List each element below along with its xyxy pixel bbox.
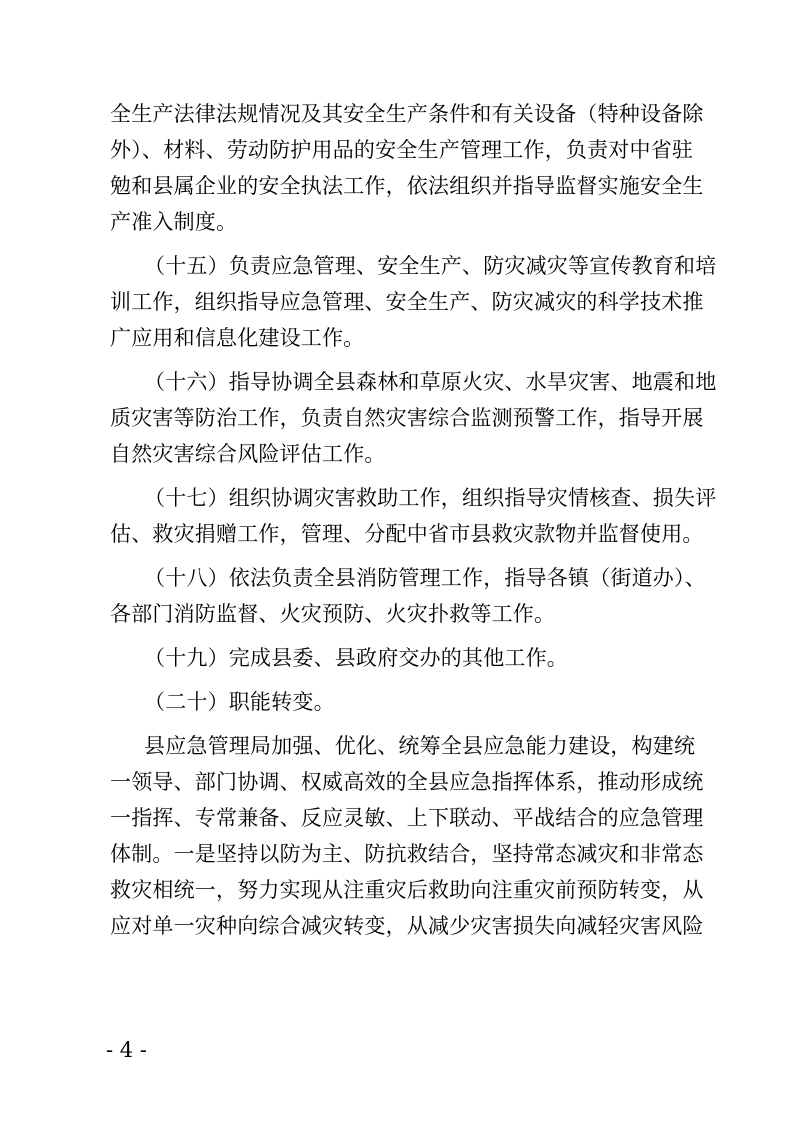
text-line: （十八）依法负责全县消防管理工作，指导各镇（街道办）、 bbox=[144, 566, 706, 590]
page-number: - 4 - bbox=[106, 1038, 147, 1062]
text-line: 自然灾害综合风险评估工作。 bbox=[110, 442, 386, 466]
text-line: 全生产法律法规情况及其安全生产条件和有关设备（特种设备除 bbox=[110, 102, 704, 126]
text-line: （十六）指导协调全县森林和草原火灾、水旱灾害、地震和地 bbox=[144, 370, 717, 394]
paragraph-gap bbox=[110, 720, 690, 728]
text-line: 估、救灾捐赠工作，管理、分配中省市县救灾款物并监督使用。 bbox=[110, 522, 704, 546]
paragraph-gap bbox=[110, 472, 690, 480]
text-line: 训工作，组织指导应急管理、安全生产、防灾减灾的科学技术推 bbox=[110, 290, 704, 314]
text-line: 县应急管理局加强、优化、统筹全县应急能力建设，构建统 bbox=[144, 734, 696, 758]
paragraph bbox=[110, 480, 717, 552]
text-line: （十七）组织协调灾害救助工作，组织指导灾情核查、损失评 bbox=[144, 486, 717, 510]
text-line: 勉和县属企业的安全执法工作，依法组织并指导监督实施安全生 bbox=[110, 174, 704, 198]
text-line: 广应用和信息化建设工作。 bbox=[110, 326, 365, 350]
text-line: 外）、材料、劳动防护用品的安全生产管理工作，负责对中省驻 bbox=[110, 138, 694, 162]
text-line: （十九）完成县委、县政府交办的其他工作。 bbox=[144, 646, 568, 670]
paragraph bbox=[110, 684, 690, 720]
paragraph-gap bbox=[110, 552, 690, 560]
text-line: （十五）负责应急管理、安全生产、防灾减灾等宣传教育和培 bbox=[144, 254, 717, 278]
paragraph bbox=[110, 560, 706, 632]
paragraph-gap bbox=[110, 676, 690, 684]
paragraph-gap bbox=[110, 240, 690, 248]
text-line: 各部门消防监督、火灾预防、火灾扑救等工作。 bbox=[110, 602, 556, 626]
text-line: 一指挥、专常兼备、反应灵敏、上下联动、平战结合的应急管理 bbox=[110, 806, 704, 830]
text-line: 质灾害等防治工作，负责自然灾害综合监测预警工作，指导开展 bbox=[110, 406, 704, 430]
paragraph-gap bbox=[110, 632, 690, 640]
paragraph-gap bbox=[110, 356, 690, 364]
text-line: 救灾相统一，努力实现从注重灾后救助向注重灾前预防转变，从 bbox=[110, 878, 704, 902]
paragraph bbox=[110, 728, 704, 944]
text-line: 一领导、部门协调、权威高效的全县应急指挥体系，推动形成统 bbox=[110, 770, 704, 794]
text-line: 体制。一是坚持以防为主、防抗救结合，坚持常态减灾和非常态 bbox=[110, 842, 704, 866]
text-line: 产准入制度。 bbox=[110, 210, 238, 234]
text-line: 应对单一灾种向综合减灾转变，从减少灾害损失向减轻灾害风险 bbox=[110, 914, 704, 938]
paragraph bbox=[110, 96, 704, 240]
paragraph bbox=[110, 248, 717, 356]
body-text bbox=[110, 96, 717, 944]
paragraph bbox=[110, 640, 690, 676]
paragraph bbox=[110, 364, 717, 472]
text-line: （二十）职能转变。 bbox=[144, 690, 335, 714]
